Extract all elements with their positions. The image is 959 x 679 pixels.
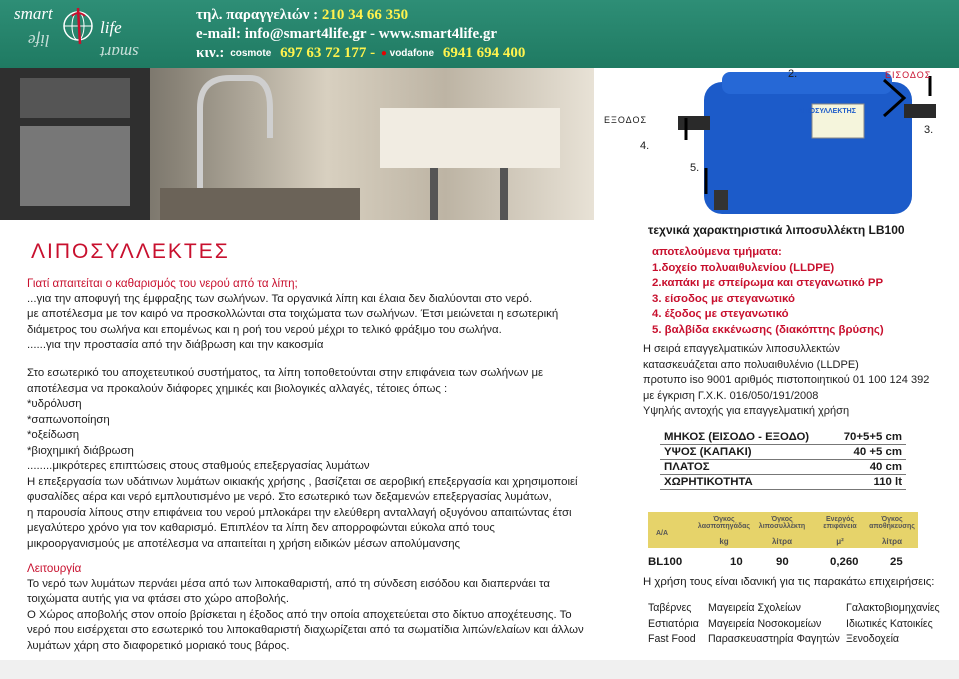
dim-row	[660, 445, 906, 460]
desc-line: Η σειρά επαγγελματικών λιποσυλλεκτών	[643, 343, 840, 355]
parts-item: 3. είσοδος με στεγανωτικό	[652, 292, 795, 305]
parts-list	[652, 245, 884, 339]
dim-value: 70+5+5 cm	[832, 430, 906, 445]
p2-line: ........μικρότερες επιπτώσεις στους σταθμούς επεξεργασίας λυμάτων	[27, 460, 370, 472]
p2-line: *βιοχημική διάβρωση	[27, 444, 134, 457]
cap-surface: 0,260	[830, 556, 859, 568]
mobile-label: κιν.:	[196, 45, 225, 61]
cap-header-trap: Όγκος λιποσυλλέκτη	[758, 516, 806, 530]
kitchen-illustration	[0, 68, 594, 220]
cap-header-storage: Όγκος αποθήκευσης	[869, 516, 915, 530]
usage-item: Μαγειρεία Σχολείων	[708, 602, 801, 614]
p3-line: λυμάτων χάρη στο διαφορετικό μοριακό τους βάρος.	[27, 639, 290, 652]
phone-line	[196, 6, 525, 25]
outlet-label: ΕΞΟΔΟΣ	[604, 115, 648, 125]
parts-item: αποτελούμενα τμήματα:	[652, 246, 782, 258]
p2-line: αποτέλεσμα να προκαλούν διάφορες χημικές και βιολογικές αλλαγές, τέτοιες όπως :	[27, 382, 448, 395]
usage-item: Ταβέρνες	[648, 602, 692, 614]
vodafone-label: vodafone	[389, 48, 435, 59]
usage-item: Εστιατόρια	[648, 617, 699, 630]
dim-label: ΥΨΟΣ (ΚΑΠΑΚΙ)	[660, 445, 832, 460]
email-line: e-mail: info@smart4life.gr - www.smart4life.gr	[196, 26, 498, 42]
parts-item: 2.καπάκι με σπείρωμα και στεγανωτικό PP	[652, 277, 884, 290]
dim-row	[660, 475, 906, 490]
why-heading: Γιατί απαιτείται ο καθαρισμός του νερού από τα λίπη;	[27, 277, 298, 290]
footer-strip	[0, 660, 959, 679]
dim-value: 40 +5 cm	[832, 445, 906, 460]
p3-line: τοιχώματα αυτής για να φτάσει στο χώρο αποβολής.	[27, 593, 290, 605]
logo-word-smart: smart	[14, 4, 53, 23]
capacity-header	[648, 512, 918, 548]
p2-line: *υδρόλυση	[27, 398, 82, 410]
desc-line: προτυπο iso 9001 αριθμός πιστοποιητικού 01 100 124 392	[643, 374, 930, 387]
p2-line: *οξείδωση	[27, 429, 80, 441]
dim-value: 40 cm	[832, 460, 906, 475]
logo-mirror-smart: smart	[100, 43, 139, 62]
usage-item: Γαλακτοβιομηχανίες	[846, 602, 940, 614]
dim-value: 110 lt	[832, 475, 906, 490]
usage-heading: Η χρήση τους είναι ιδανική για τις παρακάτω επιχειρήσεις:	[643, 576, 935, 588]
inlet-label: ΕΙΣΟΔΟΣ	[885, 70, 932, 80]
page-title: ΛΙΠΟΣΥΛΛΕΚΤΕΣ	[31, 240, 230, 263]
cap-header-surface: Ενεργός επιφάνεια	[823, 516, 857, 530]
usage-item: Ξενοδοχεία	[846, 633, 900, 646]
p2-line: φυσαλίδες αέρα και νερό εμπλουτισμένο με νερό. Στο εσωτερικό των δεξαμενών επεξεργασίας λυμάτων,	[27, 491, 552, 503]
logo-word-life: life	[100, 18, 122, 37]
logo-mirror-life: life	[28, 31, 50, 50]
parts-item: 1.δοχείο πολυαιθυλενίου (LLDPE)	[652, 261, 835, 274]
p3-line: Το νερό των λυμάτων περνάει μέσα από των λιποκαθαριστή, από τη σύνδεση εισόδου και διαπερνάει τα	[27, 577, 550, 590]
usage-item: Παρασκευαστηρία Φαγητών	[708, 633, 840, 646]
p2-line: *σαπωνοποίηση	[27, 413, 110, 426]
p1-line: με αποτέλεσμα με τον καιρό να προσκολλώνται στα τοιχώματα των σωλήνων. Έτσι μειώνεται η εσωτερική	[27, 308, 559, 320]
globe-icon	[58, 6, 98, 46]
sticker-label: ΛΙΠΟΣΥΛΛΕΚΤΗΣ	[798, 108, 856, 115]
dimensions-table	[660, 430, 906, 490]
mobile-line	[196, 44, 525, 63]
p1-line: διάμετρος του σωλήνα και επομένως και η ροή του νερού μέχρι το τελικό φράξιμο του σωλήνα.	[27, 323, 502, 336]
dim-label: ΧΩΡΗΤΙΚΟΤΗΤΑ	[660, 475, 832, 490]
callout-5: 5.	[690, 162, 700, 174]
operation-heading: Λειτουργία	[27, 562, 82, 575]
usage-row	[648, 601, 953, 617]
cosmote-logo: cosmote	[230, 48, 272, 59]
desc-line: κατασκευάζεται απο πολυαιθυλένιο (LLDPE)	[643, 358, 859, 371]
dim-row	[660, 460, 906, 475]
p3-line: Ο Χώρος αποβολής στον οποίο βρίσκεται η έξοδος από την οποία αποχετεύεται στο δίκτυο αποχέτευσης. Το	[27, 608, 572, 621]
usage-row	[648, 617, 953, 633]
phone-number: 210 34 66 350	[321, 7, 409, 23]
kitchen-photo	[0, 68, 594, 220]
p2-line: μεγαλύτερο χρόνο για τον καθαρισμό. Επιπλέον τα λίπη δεν απορροφώνται εύκολα από τους	[27, 522, 495, 534]
p2-line: Στο εσωτερικό του αποχετευτικού συστήματος, τα λίπη τοποθετούνται στην επιφάνεια των σωλήνων με	[27, 367, 544, 379]
usage-list	[648, 601, 953, 648]
vodafone-logo: ● vodafone	[380, 48, 435, 59]
dim-label: ΜΗΚΟΣ (ΕΙΣΟΔΟ - ΕΞΟΔΟ)	[660, 430, 832, 445]
callout-3: 3.	[924, 124, 934, 136]
parts-item: 4. έξοδος με στεγανωτικό	[652, 308, 789, 321]
dim-row	[660, 430, 906, 445]
callout-4: 4.	[640, 140, 650, 152]
corrosion-section	[27, 366, 637, 552]
cap-model: BL100	[648, 556, 683, 568]
p1-line: ...για την αποφυγή της έμφραξης των σωλήνων. Τα οργανικά λίπη και έλαια δεν διαλύονται στο νερό.	[27, 292, 533, 305]
specs-heading: τεχνικά χαρακτηριστικά λιποσυλλέκτη LB100	[648, 223, 905, 237]
cap-sludge: 10	[730, 556, 743, 568]
cap-header-sludge: Όγκος λασποπηγάδας	[697, 516, 751, 530]
cap-header-aa: Α/Α	[656, 530, 669, 537]
p3-line: νερό που εισέρχεται στο εσωτερικό του λιποκαθαριστή διαχωρίζεται από τα σωματίδια λιπών/ελαίων και άλλων	[27, 624, 584, 636]
mobile-number-1: 697 63 72 177 -	[280, 45, 376, 61]
p1-line: ......για την προστασία από την διάβρωση και την κακοσμία	[27, 339, 324, 351]
desc-line: Υψηλής αντοχής για επαγγελματική χρήση	[643, 405, 850, 418]
p2-line: μικροοργανισμούς με αποτέλεσμα να απαιτείται η χρήση ειδικών μέσων απολύμανσης	[27, 537, 461, 550]
usage-item: Fast Food	[648, 633, 696, 646]
cap-unit-storage: λίτρα	[881, 537, 903, 546]
product-description	[643, 342, 929, 420]
usage-row	[648, 632, 953, 648]
intro-section	[27, 276, 637, 354]
cap-storage: 25	[890, 556, 903, 568]
phone-label: τηλ. παραγγελιών :	[196, 7, 319, 23]
mobile-number-2: 6941 694 400	[442, 45, 526, 61]
usage-item: Ιδιωτικές Κατοικίες	[846, 617, 933, 630]
logo	[0, 0, 185, 68]
usage-item: Μαγειρεία Νοσοκομείων	[708, 617, 822, 630]
callout-2: 2.	[788, 68, 798, 80]
cap-trap: 90	[776, 556, 789, 568]
desc-line: με έγκριση Γ.Χ.Κ. 016/050/191/2008	[643, 389, 819, 402]
operation-section	[27, 561, 637, 654]
dim-label: ΠΛΑΤΟΣ	[660, 460, 832, 475]
p2-line: η παρουσία λίπους στην επιφάνεια του νερού μπλοκάρει την ελεύθερη ανταλλαγή οξυγόνου απαιτώντας έτσι	[27, 506, 572, 519]
parts-item: 5. βαλβίδα εκκένωσης (διακόπτης βρύσης)	[652, 323, 884, 336]
contact-info	[196, 6, 525, 63]
cap-unit-surface: μ²	[836, 537, 844, 546]
grease-trap-photo	[594, 68, 959, 220]
cap-unit-trap: λίτρα	[771, 537, 793, 546]
p2-line: Η επεξεργασία των υδάτινων λυμάτων οικιακής χρήσης , βασίζεται σε αεροβική επεξεργασία και χρησιμοποιεί	[27, 475, 578, 488]
cap-unit-sludge: kg	[719, 537, 729, 546]
